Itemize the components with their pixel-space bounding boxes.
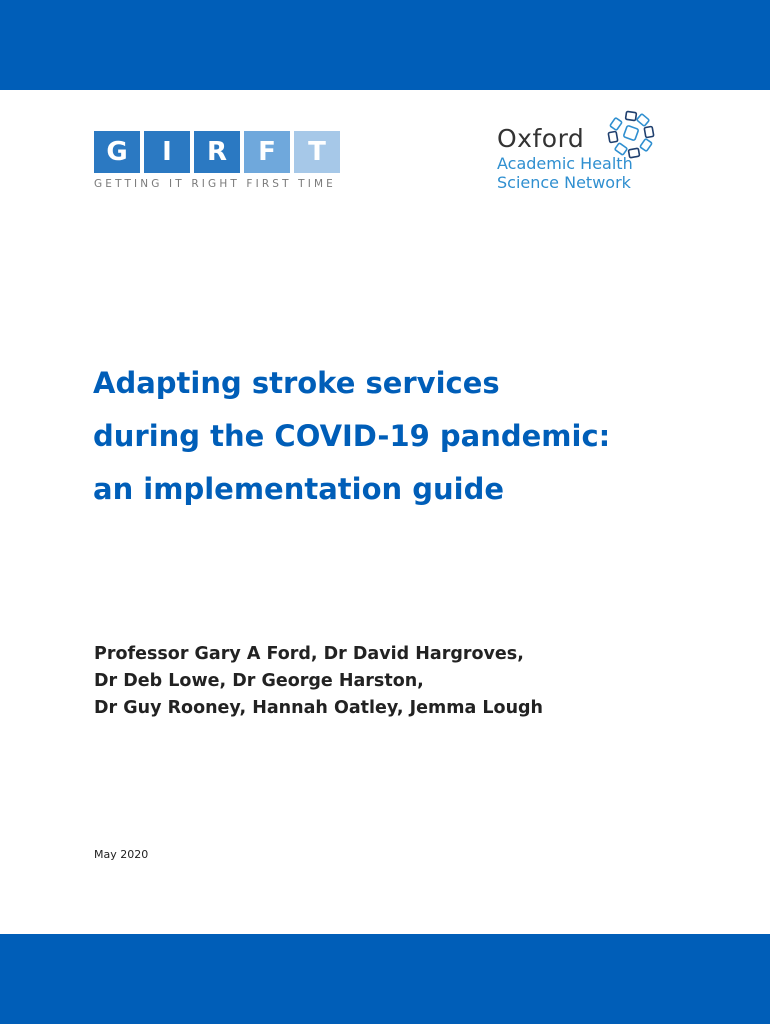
title-line-2: during the COVID-19 pandemic: [93, 419, 611, 453]
girft-letter-blocks [94, 131, 344, 173]
oxford-ahsn-logo [497, 110, 677, 200]
oxford-line-academic-health: Academic Health [497, 154, 633, 173]
girft-letter-r: R [194, 131, 240, 173]
oxford-line-science-network: Science Network [497, 173, 631, 192]
title-line-1: Adapting stroke services [93, 366, 500, 400]
girft-letter-t: T [294, 131, 340, 173]
authors-line-2: Dr Deb Lowe, Dr George Harston, [94, 671, 424, 691]
top-color-band [0, 0, 770, 90]
oxford-ahsn-mark-icon [606, 110, 656, 160]
girft-tagline: GETTING IT RIGHT FIRST TIME [94, 178, 336, 190]
bottom-color-band [0, 934, 770, 1024]
authors-line-1: Professor Gary A Ford, Dr David Hargroves, [94, 644, 524, 664]
girft-logo [94, 131, 344, 190]
oxford-name: Oxford [497, 124, 585, 153]
publication-date: May 2020 [94, 848, 149, 861]
authors-line-3: Dr Guy Rooney, Hannah Oatley, Jemma Lough [94, 698, 544, 718]
girft-letter-i: I [144, 131, 190, 173]
document-title [93, 357, 733, 516]
girft-letter-g: G [94, 131, 140, 173]
author-list [94, 641, 734, 722]
title-line-3: an implementation guide [93, 472, 505, 506]
girft-letter-f: F [244, 131, 290, 173]
